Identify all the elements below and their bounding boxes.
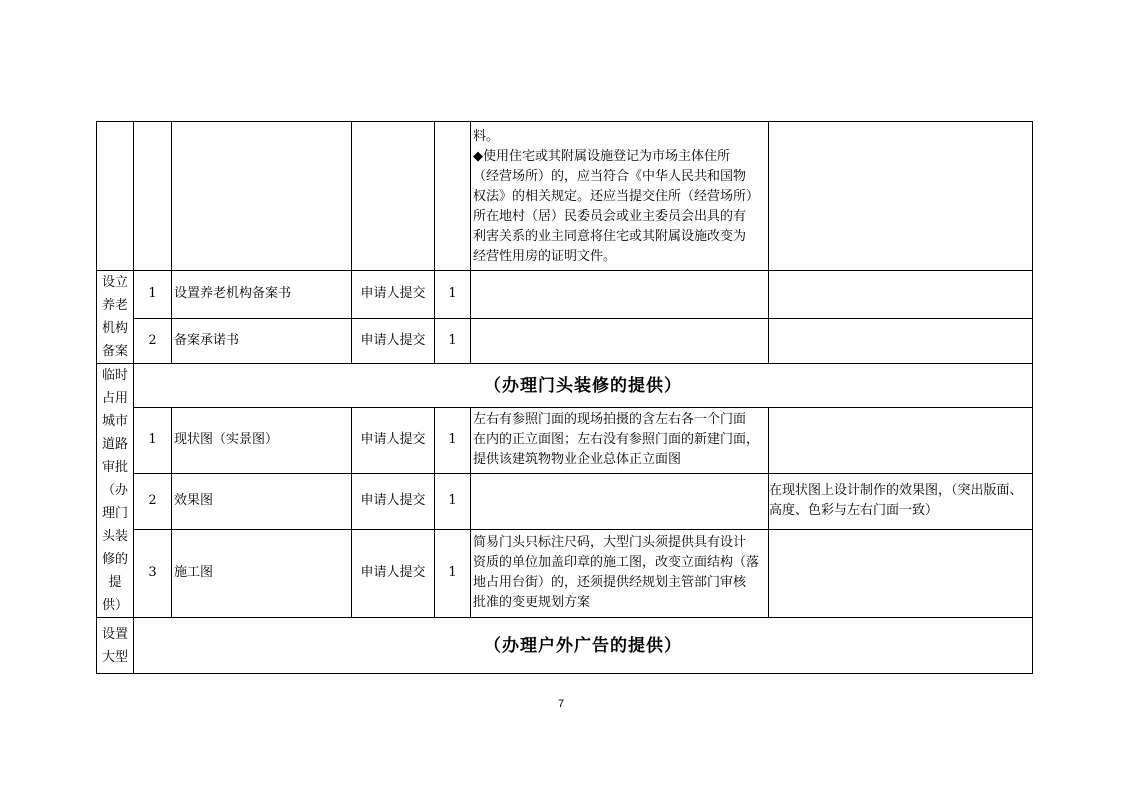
quantity-cell: 1 (435, 318, 471, 363)
requirement-cell: 料。 ◆使用住宅或其附属设施登记为市场主体住所 （经营场所）的，应当符合《中华人民共和国物 权法》的相关规定。还应当提交住所（经营场所） 所在地村（居）民委员会或业主委员会出具的有 利害关系的业主同意将住宅或其附属设施改变为 经营性用房的证明文件。 (471, 122, 769, 271)
note-cell: 在现状图上设计制作的效果图，（突出版面、 高度、色彩与左右门面一致） (769, 473, 1033, 529)
source-cell: 申请人提交 (352, 271, 435, 319)
section-header-row (97, 618, 1033, 674)
table-row (97, 529, 1033, 617)
quantity-cell: 1 (435, 408, 471, 474)
source-cell: 申请人提交 (352, 473, 435, 529)
category-cell-outdoor: 设置 大型 (97, 618, 134, 674)
requirement-cell (471, 271, 769, 319)
requirement-cell: 左右有参照门面的现场拍摄的含左右各一个门面 在内的正立面图；左右没有参照门面的新建门面， 提供该建筑物物业企业总体正立面图 (471, 408, 769, 474)
note-cell (769, 529, 1033, 617)
material-name-cell: 现状图（实景图） (172, 408, 352, 474)
table-row (97, 473, 1033, 529)
category-cell (97, 122, 134, 271)
quantity-cell: 1 (435, 473, 471, 529)
section-title: （办理门头装修的提供） (134, 364, 1033, 408)
page-number: 7 (557, 698, 565, 710)
category-cell-elderly: 设立 养老 机构 备案 (97, 271, 134, 364)
number-cell: 1 (134, 271, 172, 319)
quantity-cell (435, 122, 471, 271)
number-cell: 2 (134, 473, 172, 529)
table-row (97, 318, 1033, 363)
requirement-cell (471, 318, 769, 363)
category-cell-road: 临时 占用 城市 道路 审批 （办 理门 头装 修的 提供） (97, 364, 134, 618)
note-cell (769, 318, 1033, 363)
quantity-cell: 1 (435, 529, 471, 617)
requirement-cell (471, 473, 769, 529)
table-row (97, 408, 1033, 474)
section-header-row (97, 364, 1033, 408)
note-cell (769, 122, 1033, 271)
material-name-cell: 备案承诺书 (172, 318, 352, 363)
table-row (97, 271, 1033, 319)
number-cell: 2 (134, 318, 172, 363)
source-cell: 申请人提交 (352, 318, 435, 363)
note-cell (769, 408, 1033, 474)
note-cell (769, 271, 1033, 319)
material-name-cell: 设置养老机构备案书 (172, 271, 352, 319)
number-cell: 1 (134, 408, 172, 474)
table-row (97, 122, 1033, 271)
quantity-cell: 1 (435, 271, 471, 319)
number-cell (134, 122, 172, 271)
material-name-cell: 施工图 (172, 529, 352, 617)
materials-table (96, 121, 1033, 674)
requirement-cell: 简易门头只标注尺码，大型门头须提供具有设计 资质的单位加盖印章的施工图，改变立面结构（落 地占用台街）的，还须提供经规划主管部门审核 批准的变更规划方案 (471, 529, 769, 617)
number-cell: 3 (134, 529, 172, 617)
section-title: （办理户外广告的提供） (134, 618, 1033, 674)
source-cell (352, 122, 435, 271)
material-name-cell (172, 122, 352, 271)
source-cell: 申请人提交 (352, 408, 435, 474)
source-cell: 申请人提交 (352, 529, 435, 617)
material-name-cell: 效果图 (172, 473, 352, 529)
